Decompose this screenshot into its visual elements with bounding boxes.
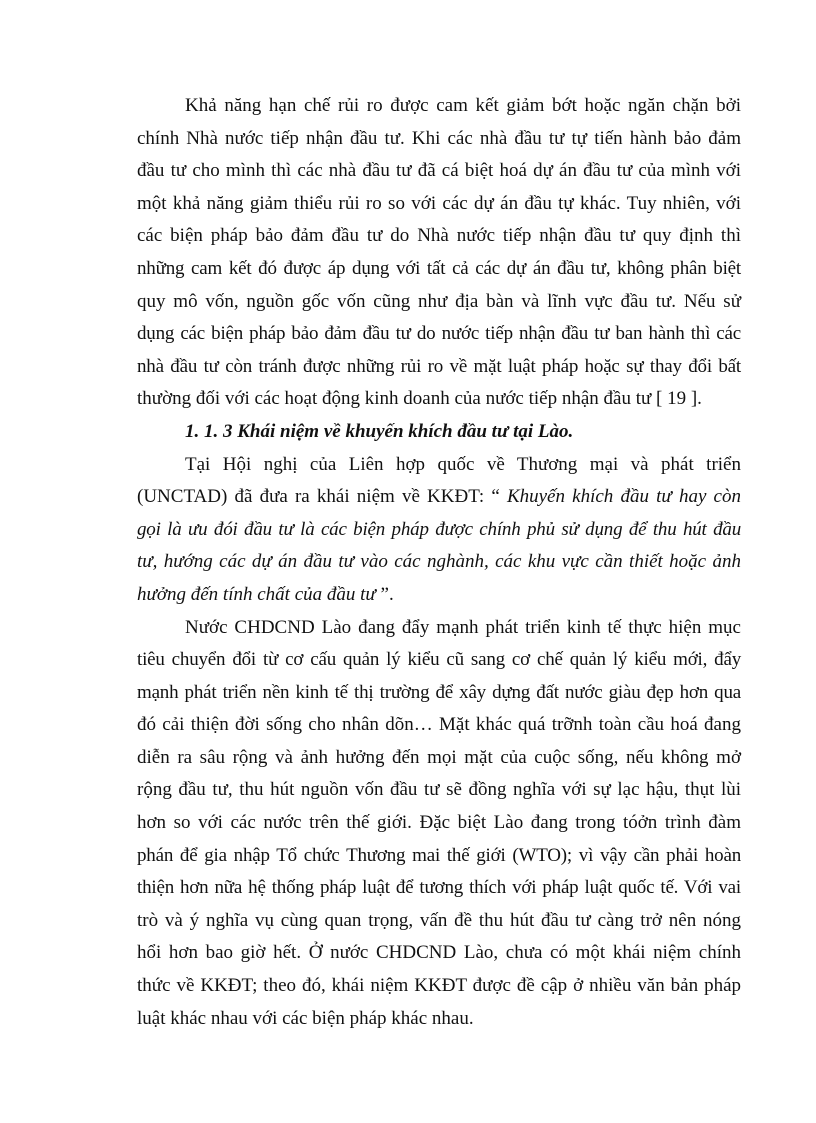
section-heading: 1. 1. 3 Khái niệm về khuyến khích đầu tư tại Lào. bbox=[185, 420, 574, 442]
quote-line: gọi là ưu đói đầu tư là các biện pháp được chính phủ sử dụng để thu hút đầu bbox=[137, 518, 741, 540]
text-line: Tại Hội nghị của Liên hợp quốc về Thương mại và phát triển bbox=[185, 453, 741, 475]
text-line: hổi hơn bao giờ hết. Ở nước CHDCND Lào, chưa có một khái niệm chính bbox=[137, 942, 741, 964]
text-line: thiện hơn nữa hệ thống pháp luật để tương thích với pháp luật quốc tế. Với vai bbox=[137, 877, 741, 899]
text-segment: ”. bbox=[375, 583, 394, 605]
text-segment: (UNCTAD) đã đưa ra khái niệm về KKĐT: “ bbox=[137, 486, 507, 508]
text-line: một khả năng giảm thiểu rủi ro so với các dự án đầu tự khác. Tuy nhiên, với bbox=[137, 192, 741, 214]
text-line: dụng các biện pháp bảo đảm đầu tư do nước tiếp nhận đầu tư ban hành thì các bbox=[137, 323, 741, 345]
text-line: mạnh phát triển nền kinh tế thị trường để xây dựng đất nước giàu đẹp hơn qua bbox=[137, 681, 741, 703]
text-line: đó cải thiện đời sống cho nhân dõn… Mặt khác quá trỡnh toàn cầu hoá đang bbox=[137, 714, 741, 736]
text-line: trò và ý nghĩa vụ cùng quan trọng, vấn đề thu hút đầu tư càng trở nên nóng bbox=[137, 909, 741, 931]
text-line: chính Nhà nước tiếp nhận đầu tư. Khi các nhà đầu tư tự tiến hành bảo đảm bbox=[137, 127, 741, 149]
text-line bbox=[137, 579, 741, 612]
document-page bbox=[137, 90, 741, 1035]
text-line: hơn so với các nước trên thế giới. Đặc biệt Lào đang trong tóởn trình đàm bbox=[137, 812, 741, 834]
text-line: diễn ra sâu rộng và ảnh hưởng đến mọi mặt của cuộc sống, nếu không mở bbox=[137, 746, 741, 768]
text-line: thức về KKĐT; theo đó, khái niệm KKĐT được đề cập ở nhiều văn bản pháp bbox=[137, 975, 741, 997]
text-line: quy mô vốn, nguồn gốc vốn cũng như địa bàn và lĩnh vực đầu tư. Nếu sử bbox=[137, 290, 741, 312]
text-line: các biện pháp bảo đảm đầu tư do Nhà nước tiếp nhận đầu tư quy định thì bbox=[137, 225, 741, 247]
paragraph-laos-development bbox=[137, 612, 741, 1036]
text-line: rộng đầu tư, thu hút nguồn vốn đầu tư sẽ đồng nghĩa với sự lạc hậu, thụt lùi bbox=[137, 779, 741, 801]
text-line: thường đối với các hoạt động kinh doanh của nước tiếp nhận đầu tư [ 19 ]. bbox=[137, 388, 702, 410]
text-line bbox=[137, 481, 741, 514]
quote-segment: hưởng đến tính chất của đầu tư bbox=[137, 583, 376, 605]
quote-line: tư, hướng các dự án đầu tư vào các nghành, các khu vực cần thiết hoặc ảnh bbox=[137, 551, 741, 573]
text-line: luật khác nhau với các biện pháp khác nhau. bbox=[137, 1007, 474, 1029]
text-line: tiêu chuyển đổi từ cơ cấu quản lý kiểu cũ sang cơ chế quản lý kiểu mới, đẩy bbox=[137, 649, 741, 671]
paragraph-unctad-definition bbox=[137, 449, 741, 612]
text-line: Khả năng hạn chế rủi ro được cam kết giảm bớt hoặc ngăn chặn bởi bbox=[185, 95, 741, 116]
paragraph-risk-limitation bbox=[137, 90, 741, 416]
text-line: nhà đầu tư còn tránh được những rủi ro về mặt luật pháp hoặc sự thay đổi bất bbox=[137, 355, 741, 377]
text-line: Nước CHDCND Lào đang đẩy mạnh phát triển kinh tế thực hiện mục bbox=[185, 616, 741, 638]
quote-segment: Khuyến khích đầu tư hay còn bbox=[506, 486, 741, 508]
text-line: những cam kết đó được áp dụng với tất cả các dự án đầu tư, không phân biệt bbox=[137, 257, 741, 279]
text-line: đầu tư cho mình thì các nhà đầu tư đã cá biệt hoá dự án đầu tư của mình với bbox=[137, 160, 741, 182]
text-line: phán để gia nhập Tổ chức Thương mai thế giới (WTO); vì vậy cần phải hoàn bbox=[137, 844, 741, 866]
